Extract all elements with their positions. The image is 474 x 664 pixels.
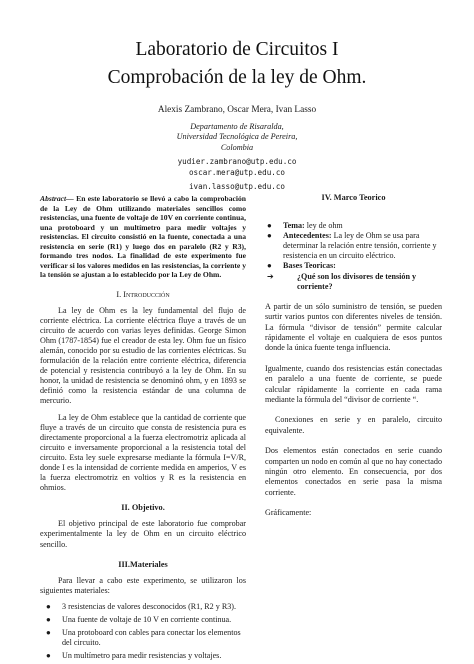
email-link[interactable]: ivan.lasso@utp.edu.co [188, 182, 285, 191]
abstract [40, 194, 246, 280]
objective-paragraph: El objetivo principal de este laboratorio fue comprobar experimentalmente la ley de Ohm en un circuito eléctrico sencillo. [40, 519, 246, 549]
authors: Alexis Zambrano, Oscar Mera, Ivan Lasso [157, 105, 317, 115]
section-title-framework: IV. Marco Teorico [321, 193, 386, 202]
framework-list [265, 221, 442, 271]
item-text: La ley de Ohm se usa para determinar la relación entre tensión, corriente y resistencia en un circuito eléctrico. [283, 231, 437, 261]
framework-paragraph: Gráficamente: [265, 508, 312, 518]
materials-paragraph: Para llevar a cabo este experimento, se utilizaron los siguientes materiales: [40, 575, 246, 595]
framework-paragraph: Igualmente, cuando dos resistencias están conectadas en paralelo a una fuente de corriente, se puede calcular rápidamente la corriente en cada rama mediante la fórmula del “divisor de corriente “. [265, 363, 442, 404]
list-item [265, 261, 442, 271]
list-item-text: Un multímetro para medir resistencias y voltajes. [62, 651, 222, 661]
bullet-icon: ● [267, 261, 272, 271]
list-item-text: Una fuente de voltaje de 10 V en corriente continua. [62, 615, 232, 625]
item-label: Bases Teoricas: [283, 261, 336, 271]
section-title-introduction: I. Introducción [116, 289, 170, 299]
list-item-text: Una protoboard con cables para conectar los elementos del circuito. [62, 628, 241, 648]
bullet-icon: ● [267, 231, 272, 241]
left-column [40, 193, 246, 664]
bullet-icon: ● [46, 651, 51, 661]
list-item [40, 615, 246, 625]
framework-paragraph: A partir de un sólo suministro de tensión, se pueden surtir varios puntos con diferentes niveles de tensión. La fórmula “divisor de tensión” permite calcular rápidamente el voltaje en cualquiera de esos puntos donde la única fuente tenga influencia. [265, 301, 442, 353]
email-link[interactable]: oscar.mera@utp.edu.co [188, 168, 285, 177]
section-title-materials: III.Materiales [118, 559, 168, 569]
paper-title-line1: Laboratorio de Circuitos I [135, 39, 339, 60]
bullet-icon: ● [46, 628, 51, 638]
materials-list [40, 602, 246, 661]
intro-paragraph: La ley de Ohm establece que la cantidad de corriente que fluye a través de un circuito que consta de resistencia pura es directamente proporcional a la fuerza electromotriz aplicada al circuito e inversamente proporcional a la resistencia total del circuito. Esta ley suele expresarse mediante la fórmula I=V/R, donde I es la intensidad de corriente medida en amperios, V es la fuerza electromotriz en voltios y R es la resistencia en ohmios. [40, 412, 246, 493]
affiliation-line: Universidad Tecnológica de Pereira, [176, 132, 298, 142]
list-item [265, 231, 442, 261]
section-title-objective: II. Objetivo. [121, 503, 165, 513]
intro-paragraph: La ley de Ohm es la ley fundamental del flujo de corriente eléctrica. La corriente eléctrica fluye a través de un circuito de acuerdo con varias leyes definidas. George Simon Ohm (1787-1854) fue el creador de esta ley. Ohm fue un físico alemán, conocido por su estudio de las corrientes eléctricas. Su formulación de la relación entre corriente eléctrica, diferencia de potencial y resistencia contribuyó a la ley de Ohm. En su honor, la unidad de resistencia se denominó ohm, y en 1893 se definió como la resistencia estándar de una columna de mercurio. [40, 305, 246, 406]
list-item [265, 221, 442, 231]
bullet-icon: ● [267, 221, 272, 231]
email-link[interactable]: yudier.zambrano@utp.edu.co [177, 157, 297, 166]
item-label: Antecedentes: [283, 231, 332, 241]
list-item-text: 3 resistencias de valores desconocidos (R1, R2 y R3). [62, 601, 236, 611]
right-column [265, 193, 442, 529]
bullet-icon: ● [46, 601, 51, 611]
list-item [40, 602, 246, 612]
abstract-text: En este laboratorio se llevó a cabo la comprobación de la Ley de Ohm utilizando materiales sencillos como resistencias, una fuente de voltaje de 10V en corriente continua, una protoboard y un multímetro para medir voltajes y resistencias. El circuito consistió en la fuente, conectada a una resistencia en serie (R1) y luego dos en paralelo (R2 y R3), formando tres nodos. La finalidad de este experimento fue verificar si los valores medidos en las resistencias, la corriente y la tensión se ajustan a lo establecido por la Ley de Ohm. [40, 194, 246, 279]
affiliation-line: Colombia [220, 142, 254, 152]
abstract-lead: Abstract— [40, 194, 74, 203]
item-label: Tema: [283, 221, 305, 231]
list-item [40, 628, 246, 648]
affiliation [0, 122, 474, 153]
paper-title-line2: Comprobación de la ley de Ohm. [107, 67, 367, 88]
subtopic-text: ¿Qué son los divisores de tensión y corriente? [297, 271, 417, 291]
bullet-icon: ● [46, 615, 51, 625]
item-text: ley de ohm [304, 221, 343, 231]
affiliation-line: Departamento de Risaralda, [190, 122, 284, 131]
subtopic-heading [265, 272, 442, 292]
framework-paragraph: Dos elementos están conectados en serie cuando comparten un nodo en común al que no hay conectado ningún otro elemento. En consecuencia, por dos elementos conectados en serie pasa la misma corriente. [265, 446, 442, 497]
framework-paragraph: Conexiones en serie y en paralelo, circuito equivalente. [265, 415, 442, 435]
list-item [40, 651, 246, 661]
arrow-right-icon: ➔ [267, 271, 274, 281]
